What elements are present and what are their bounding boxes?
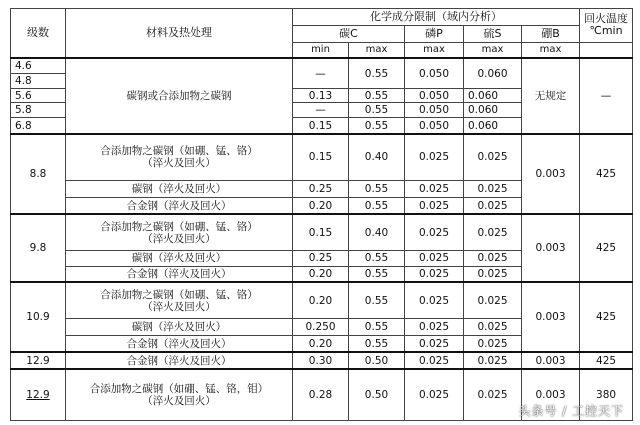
header-grade: 级数 <box>11 9 66 59</box>
cell-c-min: 0.15 <box>293 134 349 181</box>
cell-p: 0.025 <box>405 318 464 335</box>
cell-p: 0.025 <box>405 369 464 420</box>
steel-grade-table <box>10 8 633 421</box>
grade-10-9: 10.9 <box>11 282 66 352</box>
cell-p: 0.050 <box>405 88 464 103</box>
material-alloyed-carbon-steel <box>66 214 293 250</box>
cell-p: 0.025 <box>405 214 464 250</box>
grade-9-8: 9.8 <box>11 214 66 282</box>
header-temper <box>580 9 633 43</box>
cell-boron: 0.003 <box>522 369 580 420</box>
cell-s: 0.025 <box>464 214 522 250</box>
grade-4-6: 4.6 <box>11 58 66 73</box>
cell-p: 0.025 <box>405 197 464 214</box>
cell-c-min: 0.15 <box>293 118 349 134</box>
cell-s: 0.025 <box>464 352 522 369</box>
cell-c-max: 0.55 <box>349 180 405 197</box>
material-line1: 合添加物之碳钢（如硼、锰、铬，钼） <box>89 383 269 396</box>
cell-c-max: 0.55 <box>349 318 405 335</box>
cell-p: 0.025 <box>405 282 464 318</box>
header-chem: 化学成分限制（域内分析） <box>293 9 580 26</box>
cell-c-min: 0.25 <box>293 180 349 197</box>
material-alloy-steel-qt: 合金钢（淬火及回火） <box>66 335 293 352</box>
header-boron: 硼B <box>522 25 580 42</box>
cell-s: 0.025 <box>464 369 522 420</box>
material-carbon-steel: 碳钢或合添加物之碳钢 <box>66 58 293 133</box>
grade-12-9-underlined <box>11 369 66 420</box>
header-sulfur: 硫S <box>464 25 522 42</box>
cell-p: 0.025 <box>405 251 464 267</box>
cell-c-min: 0.20 <box>293 266 349 282</box>
cell-c-max: 0.55 <box>349 118 405 134</box>
cell-temper: 380 <box>580 369 633 420</box>
cell-temper-none: — <box>580 58 633 133</box>
cell-c-max: 0.55 <box>349 266 405 282</box>
cell-boron: 0.003 <box>522 214 580 282</box>
material-line2: （淬火及回火） <box>142 395 216 408</box>
cell-s: 0.060 <box>464 88 522 103</box>
header-s-max: max <box>464 42 522 58</box>
header-p-max: max <box>405 42 464 58</box>
material-carbon-steel-qt: 碳钢（淬火及回火） <box>66 318 293 335</box>
cell-p: 0.025 <box>405 180 464 197</box>
material-alloy-steel-qt: 合金钢（淬火及回火） <box>66 352 293 369</box>
watermark: 头条号 / 工控天下 <box>518 404 624 418</box>
cell-s: 0.025 <box>464 180 522 197</box>
cell-c-min: 0.13 <box>293 88 349 103</box>
cell-c-min: 0.25 <box>293 251 349 267</box>
cell-p: 0.025 <box>405 266 464 282</box>
cell-s: 0.060 <box>464 118 522 134</box>
grade-12-9: 12.9 <box>11 352 66 369</box>
grade-4-8: 4.8 <box>11 73 66 88</box>
header-c-min: min <box>293 42 349 58</box>
grade-6-8: 6.8 <box>11 118 66 134</box>
grade-12-9-label: 12.9 <box>26 389 50 402</box>
material-line1: 合添加物之碳钢（如硼、锰、铬） <box>100 288 258 301</box>
cell-p: 0.050 <box>405 58 464 88</box>
grade-5-6: 5.6 <box>11 88 66 103</box>
cell-c-max: 0.50 <box>349 352 405 369</box>
cell-c-min: 0.30 <box>293 352 349 369</box>
cell-c-max: 0.50 <box>349 369 405 420</box>
cell-c-max: 0.55 <box>349 251 405 267</box>
cell-boron: 0.003 <box>522 282 580 352</box>
cell-c-max: 0.55 <box>349 335 405 352</box>
cell-boron-none: 无规定 <box>522 58 580 133</box>
cell-c-max: 0.55 <box>349 282 405 318</box>
material-line1: 合添加物之碳钢（如硼、锰、铬） <box>100 145 258 158</box>
material-carbon-steel-qt: 碳钢（淬火及回火） <box>66 251 293 267</box>
cell-temper: 425 <box>580 134 633 215</box>
cell-c-max: 0.40 <box>349 134 405 181</box>
header-b-max: max <box>522 42 580 58</box>
cell-s: 0.025 <box>464 197 522 214</box>
header-carbon: 碳C <box>293 25 405 42</box>
cell-p: 0.025 <box>405 335 464 352</box>
cell-c-max: 0.40 <box>349 214 405 250</box>
cell-c-max: 0.55 <box>349 88 405 103</box>
header-c-max: max <box>349 42 405 58</box>
cell-c-min: — <box>293 103 349 118</box>
cell-s: 0.060 <box>464 58 522 88</box>
cell-c-min: 0.20 <box>293 282 349 318</box>
cell-p: 0.025 <box>405 134 464 181</box>
cell-c-min: 0.15 <box>293 214 349 250</box>
material-alloyed-carbon-steel <box>66 369 293 420</box>
cell-temper: 425 <box>580 214 633 282</box>
grade-5-8: 5.8 <box>11 103 66 118</box>
cell-c-min: 0.20 <box>293 197 349 214</box>
cell-p: 0.050 <box>405 118 464 134</box>
cell-p: 0.050 <box>405 103 464 118</box>
material-alloyed-carbon-steel <box>66 282 293 318</box>
material-line1: 合添加物之碳钢（如硼、锰、铬） <box>100 220 258 233</box>
material-carbon-steel-qt: 碳钢（淬火及回火） <box>66 180 293 197</box>
header-temper-label: 回火温度 <box>584 12 629 26</box>
header-phosphorus: 磷P <box>405 25 464 42</box>
material-line2: （淬火及回火） <box>142 300 216 313</box>
cell-c-min: 0.20 <box>293 335 349 352</box>
cell-temper: 425 <box>580 282 633 352</box>
material-line2: （淬火及回火） <box>142 157 216 170</box>
material-line2: （淬火及回火） <box>142 232 216 245</box>
cell-c-max: 0.55 <box>349 58 405 88</box>
cell-s: 0.025 <box>464 282 522 318</box>
cell-p: 0.025 <box>405 352 464 369</box>
cell-boron: 0.003 <box>522 134 580 215</box>
header-material: 材料及热处理 <box>66 9 293 59</box>
cell-s: 0.025 <box>464 266 522 282</box>
cell-s: 0.025 <box>464 251 522 267</box>
cell-c-max: 0.55 <box>349 197 405 214</box>
cell-c-max: 0.55 <box>349 103 405 118</box>
cell-temper: 425 <box>580 352 633 369</box>
cell-boron: 0.003 <box>522 352 580 369</box>
grade-8-8: 8.8 <box>11 134 66 215</box>
header-temper-unit: ℃min <box>589 24 623 38</box>
cell-s: 0.025 <box>464 335 522 352</box>
cell-s: 0.025 <box>464 318 522 335</box>
material-alloy-steel-qt: 合金钢（淬火及回火） <box>66 197 293 214</box>
cell-c-min: 0.28 <box>293 369 349 420</box>
material-alloy-steel-qt: 合金钢（淬火及回火） <box>66 266 293 282</box>
cell-s: 0.060 <box>464 103 522 118</box>
cell-s: 0.025 <box>464 134 522 181</box>
material-alloyed-carbon-steel <box>66 134 293 181</box>
cell-c-min: — <box>293 58 349 88</box>
cell-c-min: 0.250 <box>293 318 349 335</box>
